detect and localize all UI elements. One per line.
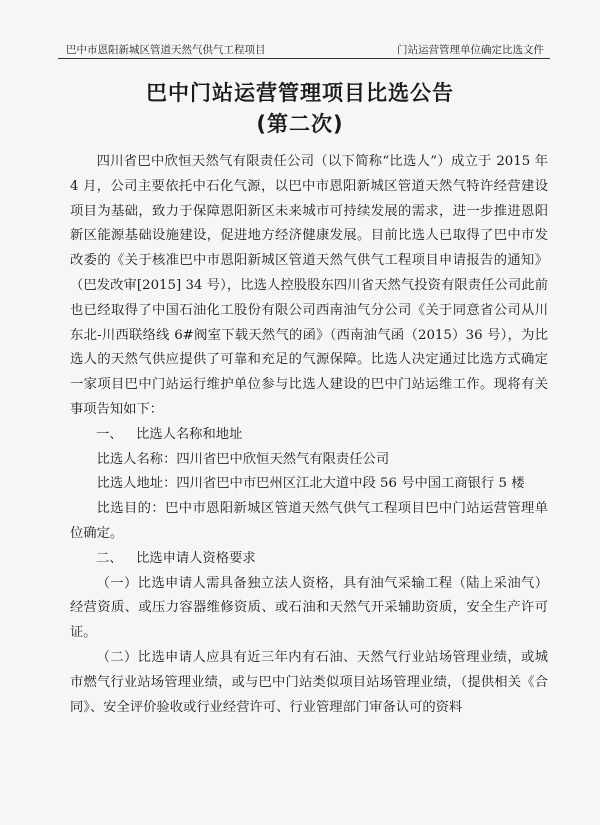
document-title: 巴中门站运营管理项目比选公告 <box>146 81 454 105</box>
purpose-line <box>70 497 548 547</box>
header-document-name: 门站运营管理单位确定比选文件 <box>397 44 544 56</box>
document-body <box>70 150 548 720</box>
section-1-title: 比选人名称和地址 <box>136 426 243 442</box>
document-subtitle: (第二次) <box>256 112 344 136</box>
bidder-name-line <box>70 448 548 473</box>
section-1-number: 一、 <box>96 426 123 442</box>
purpose-label: 比选目的： <box>96 501 166 517</box>
page-header <box>58 38 550 59</box>
section-2-title: 比选申请人资格要求 <box>136 550 256 566</box>
section-2-heading <box>70 547 548 572</box>
header-project-name: 巴中市恩阳新城区管道天然气供气工程项目 <box>66 44 266 56</box>
section-2-number: 二、 <box>96 550 123 566</box>
requirement-item-1: （一）比选申请人需具备独立法人资格，具有油气采输工程（陆上采油气）经营资质、或压力容器维修资质、或石油和天然气开采辅助资质，安全生产许可证。 <box>70 575 548 641</box>
purpose-value: 巴中市恩阳新城区管道天然气供气工程项目巴中门站运营管理单位确定。 <box>70 501 549 541</box>
intro-paragraph: 四川省巴中欣恒天然气有限责任公司（以下简称“比选人”）成立于 2015 年 4 月，公司主要依托中石化气源，以巴中市恩阳新城区管道天然气特许经营建设项目为基础，致力于保障恩阳新区未来城市可持续发展的需求，进一步推进恩阳新区能源基础设施建设，促进地方经济健康发展。目前比选人已取得了巴中市发改委的《关于核准巴中市恩阳新城区管道天然气供气工程项目申请报告的通知》（巴发改审[2015] 34 号），比选人控股股东四川省天然气投资有限责任公司此前也已经取得了中国石油化工股份有限公司西南油气分公司《关于同意省公司从川东北-川西联络线 6#阀室下载天然气的函》（西南油气函（2015）36 号），为比选人的天然气供应提供了可靠和充足的气源保障。比选人决定通过比选方式确定一家项目巴中门站运行维护单位参与比选人建设的巴中门站运维工作。现将有关事项告知如下： <box>70 154 548 417</box>
bidder-name-label: 比选人名称： <box>96 451 177 467</box>
bidder-name-value: 四川省巴中欣恒天然气有限责任公司 <box>176 451 390 467</box>
section-1-heading <box>70 423 548 448</box>
bidder-address-line <box>70 472 548 497</box>
bidder-address-label: 比选人地址： <box>96 476 177 492</box>
requirement-item-2: （二）比选申请人应具有近三年内有石油、天然气行业站场管理业绩，或城市燃气行业站场管理业绩，或与巴中门站类似项目站场管理业绩，（提供相关《合同》、安全评价验收或行业经营许可、行业管理部门审备认可的资料 <box>70 649 548 715</box>
bidder-address-value: 四川省巴中市巴州区江北大道中段 56 号中国工商银行 5 楼 <box>176 476 525 492</box>
